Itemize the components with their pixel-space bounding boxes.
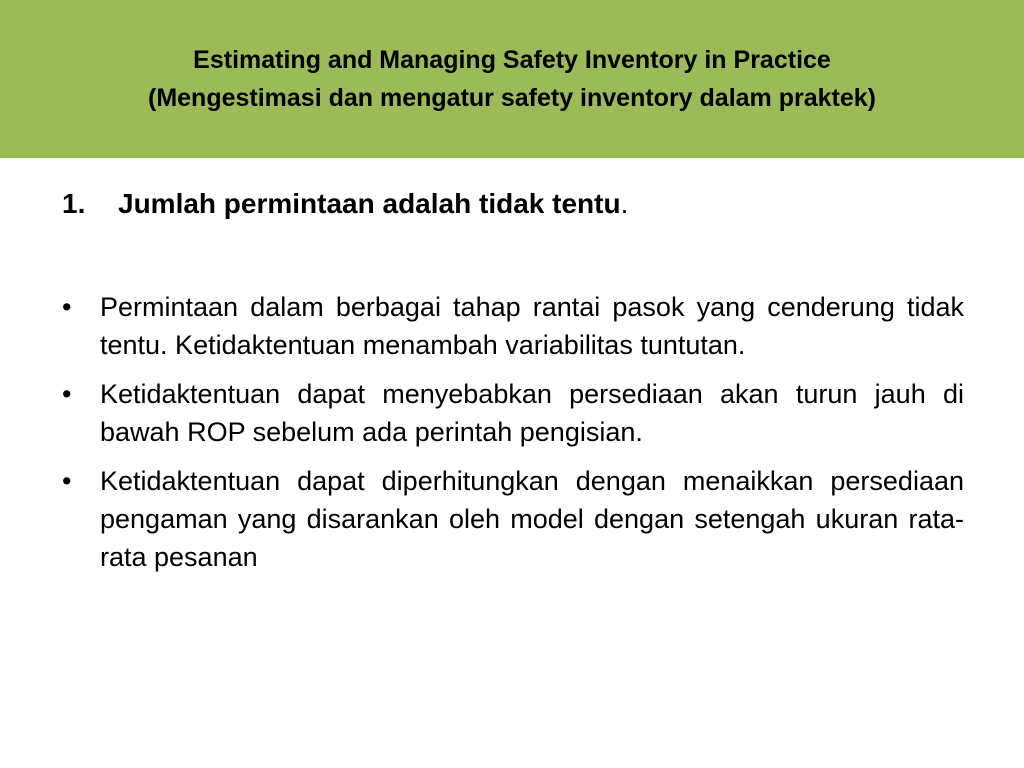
bullet-icon: • [62, 292, 72, 322]
list-item [62, 462, 964, 576]
list-item [62, 375, 964, 451]
bullet-icon: • [62, 466, 72, 496]
bullet-icon: • [62, 379, 72, 409]
heading-period: . [620, 188, 629, 219]
bullet-text: Permintaan dalam berbagai tahap rantai pasok yang cenderung tidak tentu. Ketidaktentuan menambah variabilitas tuntutan. [100, 292, 964, 360]
list-item [62, 288, 964, 364]
bullet-text: Ketidaktentuan dapat menyebabkan persediaan akan turun jauh di bawah ROP sebelum ada perintah pengisian. [100, 379, 964, 447]
heading-text: Jumlah permintaan adalah tidak tentu [118, 188, 621, 219]
slide-title: Estimating and Managing Safety Inventory in Practice [193, 46, 831, 74]
title-banner [0, 0, 1024, 158]
bullet-list [62, 288, 964, 587]
numbered-heading [62, 185, 628, 223]
heading-number: 1. [62, 188, 86, 219]
slide-subtitle: (Mengestimasi dan mengatur safety inventory dalam praktek) [148, 84, 876, 112]
bullet-text: Ketidaktentuan dapat diperhitungkan dengan menaikkan persediaan pengaman yang disarankan oleh model dengan setengah ukuran rata-rata pesanan [100, 466, 964, 572]
